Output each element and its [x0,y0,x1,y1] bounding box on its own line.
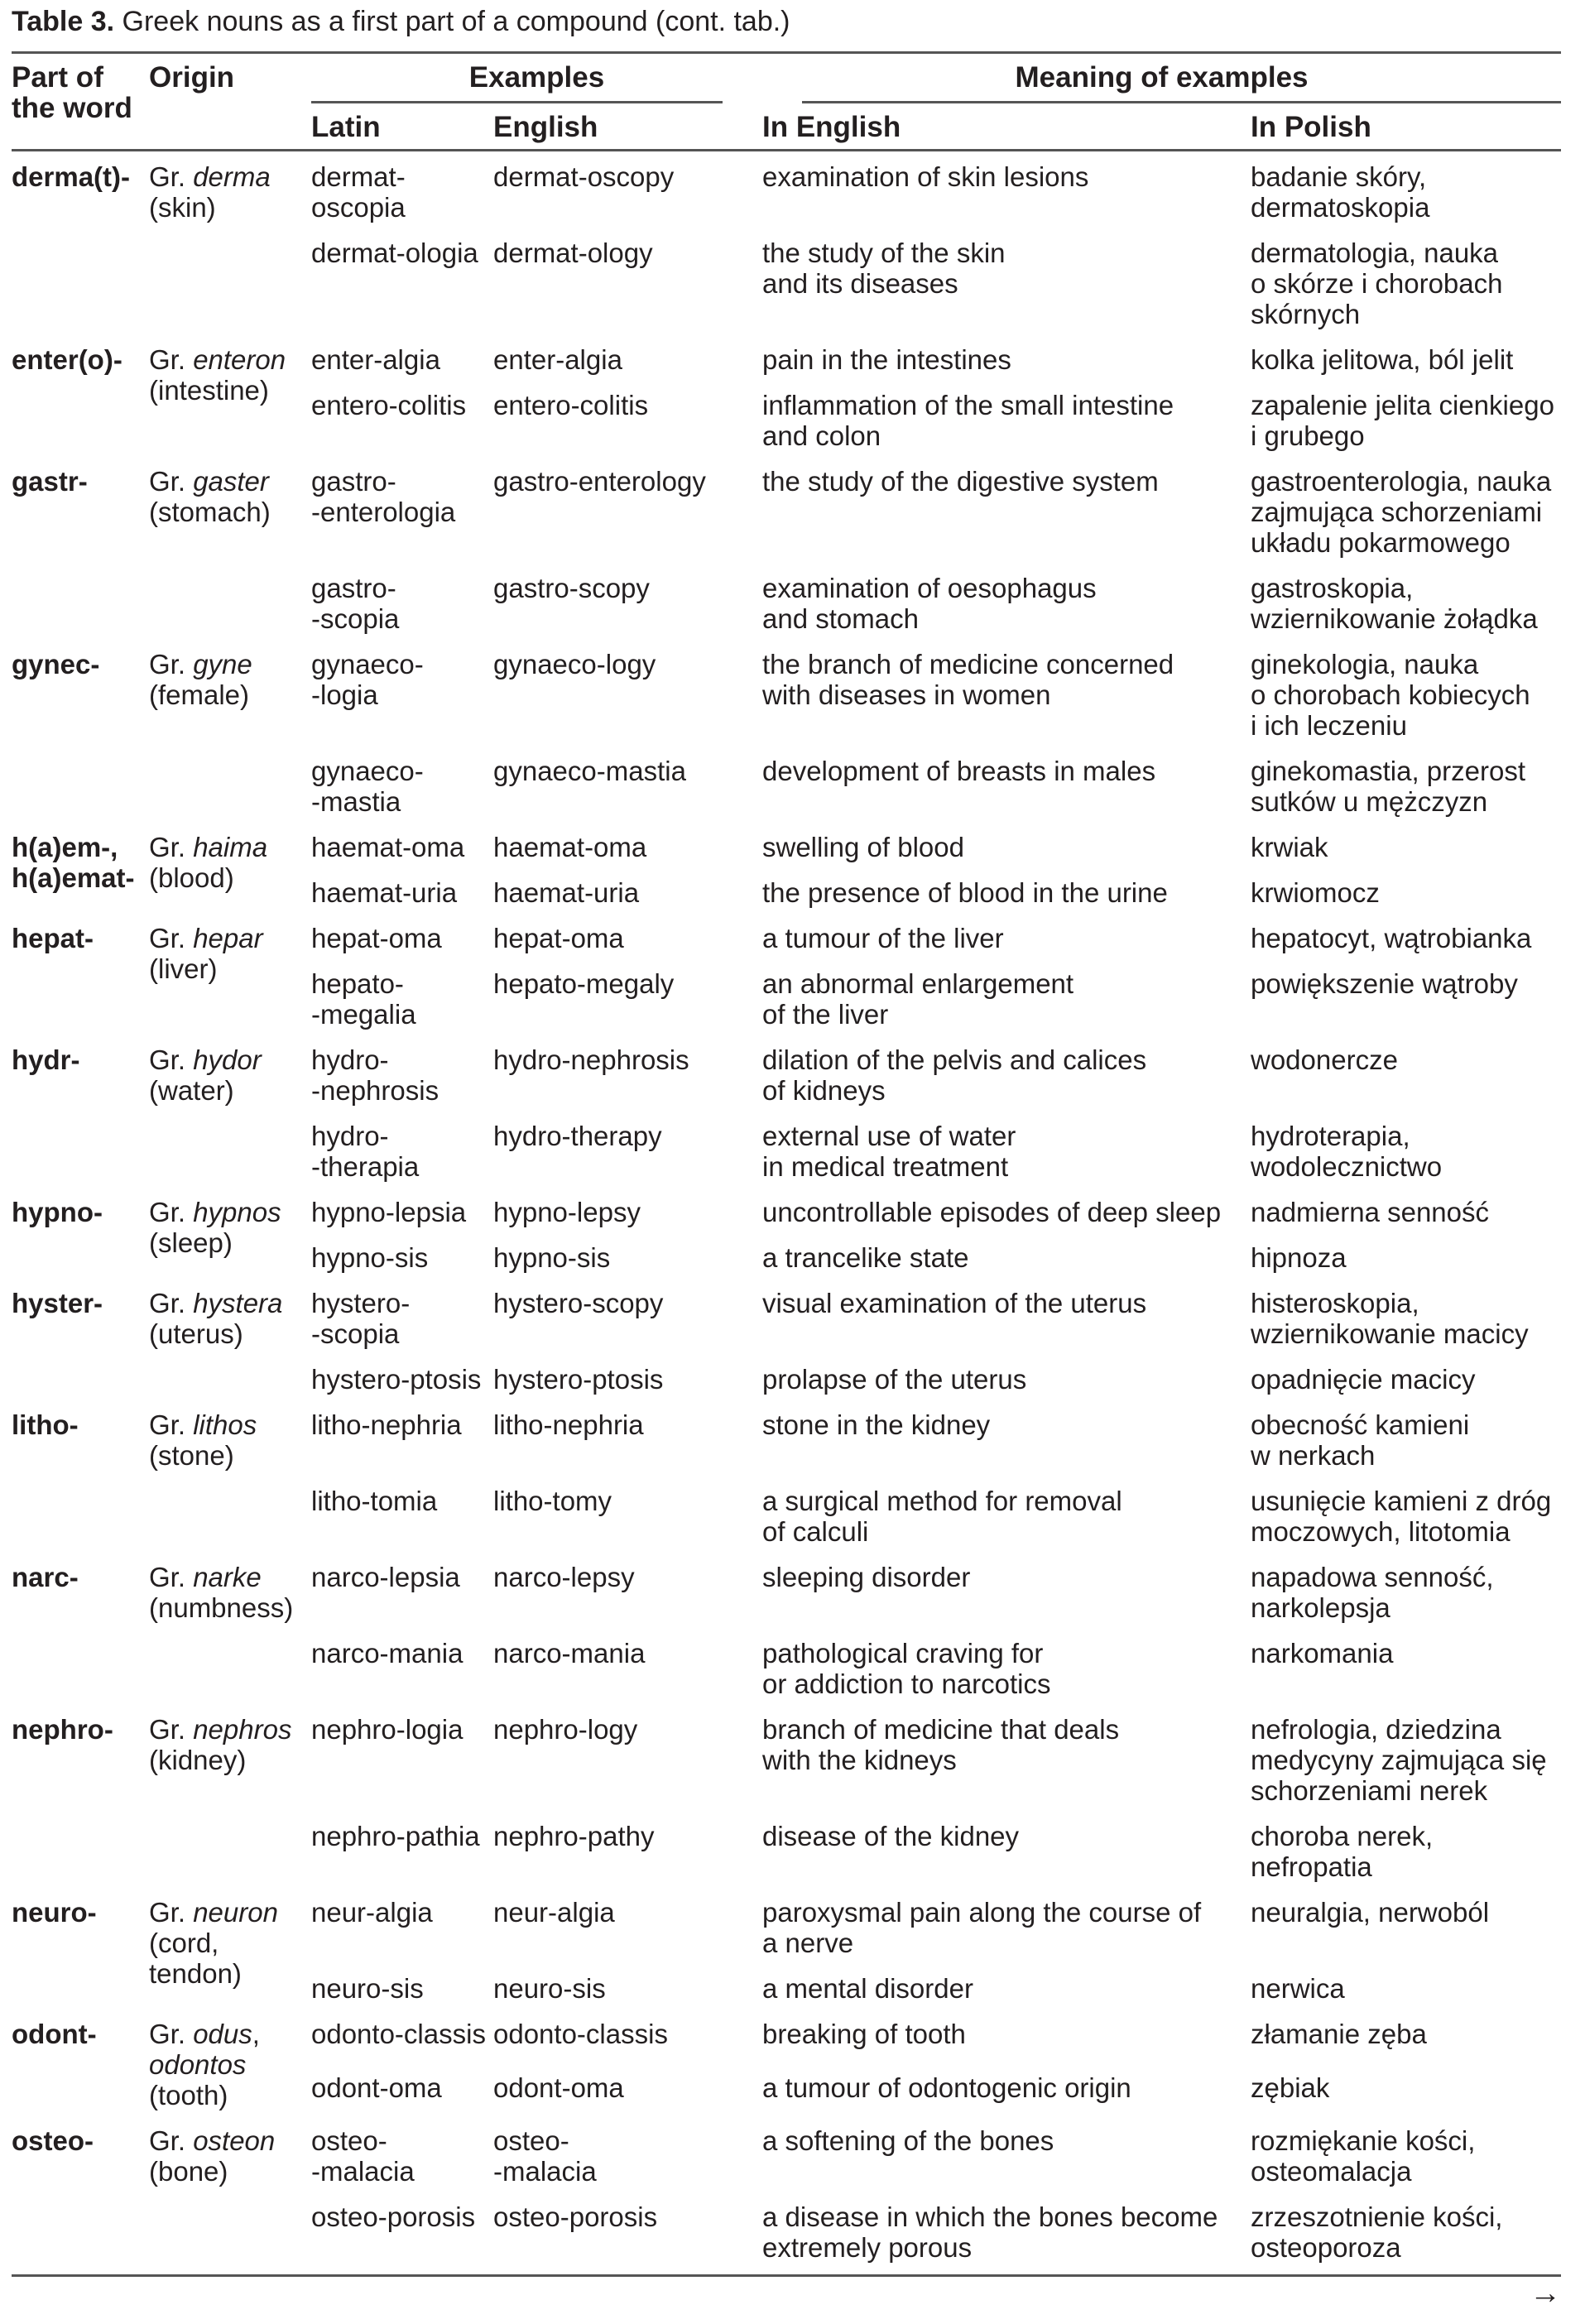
latin-example-cell: hepat-oma [311,923,442,953]
origin-greek-word: haima [193,832,268,862]
header-examples: Examples [311,54,762,103]
meaning-english-cell: swelling of blood [762,832,964,862]
latin-example-cell: haemat-uria [311,877,458,908]
origin-text: (stomach) [149,497,271,527]
latin-example-cell: entero-colitis [311,390,467,420]
origin-greek-word: lithos [193,1409,257,1440]
meaning-polish-cell: złamanie zęba [1251,2019,1427,2049]
origin-text: (female) [149,679,250,710]
origin-cell [149,1403,311,1555]
origin-text: (numbness) [149,1592,294,1623]
latin-example-cell: neuro-sis [311,1973,424,2004]
english-example-cell: osteo- -malacia [493,2125,597,2187]
table-row [12,1707,1561,1814]
origin-text: (blood) [149,862,234,893]
latin-example-cell: hydro- -therapia [311,1121,420,1182]
origin-text: (skin) [149,192,216,223]
meaning-polish-cell: obecność kamieni w nerkach [1251,1409,1470,1471]
latin-example-cell: narco-mania [311,1638,463,1669]
english-example-cell: gynaeco-logy [493,649,656,679]
meaning-english-cell: examination of skin lesions [762,161,1089,192]
english-example-cell: narco-mania [493,1638,646,1669]
origin-text: Gr. [149,1714,194,1745]
origin-text: Gr. [149,2019,194,2049]
latin-example-cell: litho-tomia [311,1486,438,1516]
english-example-cell: gynaeco-mastia [493,756,686,786]
origin-greek-word: hystera [193,1288,283,1318]
header-origin: Origin [149,61,235,94]
english-example-cell: dermat-ology [493,238,653,268]
meaning-english-cell: dilation of the pelvis and calices of kidneys [762,1044,1147,1106]
english-example-cell: nephro-logy [493,1714,638,1745]
table-row [12,642,1561,749]
origin-cell [149,825,311,916]
part-of-word-cell: osteo- [12,2125,94,2156]
latin-example-cell: neur-algia [311,1897,433,1928]
origin-cell [149,1707,311,1890]
meaning-english-cell: a tumour of the liver [762,923,1004,953]
meaning-polish-cell: zrzeszotnienie kości, osteoporoza [1251,2202,1503,2263]
latin-example-cell: gynaeco- -logia [311,649,424,710]
part-of-word-cell: neuro- [12,1897,97,1928]
origin-text: Gr. [149,1197,194,1227]
origin-text: Gr. [149,466,194,497]
meaning-english-cell: paroxysmal pain along the course of a nerve [762,1897,1202,1958]
english-example-cell: litho-nephria [493,1409,644,1440]
english-example-cell: entero-colitis [493,390,649,420]
latin-example-cell: narco-lepsia [311,1562,460,1592]
meaning-english-cell: examination of oesophagus and stomach [762,573,1097,634]
origin-cell [149,1555,311,1707]
english-example-cell: gastro-scopy [493,573,650,603]
meaning-polish-cell: zapalenie jelita cienkiego i grubego [1251,390,1554,451]
origin-text: Gr. [149,344,194,375]
table-row [12,1403,1561,1479]
latin-example-cell: gynaeco- -mastia [311,756,424,817]
latin-example-cell: hepato- -megalia [311,968,416,1030]
english-example-cell: neuro-sis [493,1973,606,2004]
meaning-english-cell: a tumour of odontogenic origin [762,2072,1131,2103]
part-of-word-cell: hypno- [12,1197,103,1227]
meaning-polish-cell: usunięcie kamieni z dróg moczowych, litotomia [1251,1486,1552,1547]
meaning-english-cell: branch of medicine that deals with the kidneys [762,1714,1120,1775]
meaning-english-cell: disease of the kidney [762,1821,1020,1851]
meaning-polish-cell: krwiomocz [1251,877,1380,908]
meaning-english-cell: inflammation of the small intestine and colon [762,390,1174,451]
latin-example-cell: osteo-porosis [311,2202,476,2232]
meaning-polish-cell: dermatologia, nauka o skórze i chorobach skórnych [1251,238,1503,329]
meaning-english-cell: the study of the skin and its diseases [762,238,1006,299]
english-example-cell: hypno-lepsy [493,1197,641,1227]
origin-cell [149,1890,311,2012]
origin-cell [149,459,311,642]
meaning-polish-cell: opadnięcie macicy [1251,1364,1476,1395]
origin-greek-word: enteron [193,344,286,375]
origin-text: (cord, tendon) [149,1928,242,1989]
meaning-polish-cell: histeroskopia, wziernikowanie macicy [1251,1288,1529,1349]
meaning-english-cell: a softening of the bones [762,2125,1054,2156]
origin-text: Gr. [149,2125,194,2156]
origin-text: Gr. [149,1044,194,1075]
meaning-polish-cell: nefrologia, dziedzina medycyny zajmująca się schorzeniami nerek [1251,1714,1547,1806]
latin-example-cell: hypno-sis [311,1242,429,1273]
origin-cell [149,1190,311,1281]
meaning-polish-cell: ginekologia, nauka o chorobach kobiecych i ich leczeniu [1251,649,1530,741]
latin-example-cell: hystero- -scopia [311,1288,411,1349]
origin-text: (intestine) [149,375,269,406]
english-example-cell: nephro-pathy [493,1821,655,1851]
table-header [12,54,1561,151]
meaning-polish-cell: gastroskopia, wziernikowanie żołądka [1251,573,1538,634]
meaning-english-cell: the presence of blood in the urine [762,877,1168,908]
origin-greek-word: gyne [193,649,252,679]
meaning-polish-cell: narkomania [1251,1638,1394,1669]
meaning-english-cell: the branch of medicine concerned with diseases in women [762,649,1174,710]
english-example-cell: dermat-oscopy [493,161,675,192]
table-row [12,1038,1561,1114]
meaning-english-cell: a disease in which the bones become extremely porous [762,2202,1218,2263]
origin-greek-word: odus [193,2019,252,2049]
meaning-english-cell: visual examination of the uterus [762,1288,1147,1318]
origin-greek-word: neuron [193,1897,278,1928]
part-of-word-cell: nephro- [12,1714,113,1745]
meaning-polish-cell: hydroterapia, wodolecznictwo [1251,1121,1443,1182]
part-of-word-cell: litho- [12,1409,79,1440]
english-example-cell: neur-algia [493,1897,615,1928]
meaning-polish-cell: wodonercze [1251,1044,1398,1075]
meaning-polish-cell: hepatocyt, wątrobianka [1251,923,1532,953]
origin-greek-word: hepar [193,923,263,953]
origin-cell [149,1281,311,1403]
origin-greek-word: hydor [193,1044,262,1075]
english-example-cell: haemat-oma [493,832,647,862]
english-example-cell: haemat-uria [493,877,640,908]
latin-example-cell: hystero-ptosis [311,1364,482,1395]
meaning-polish-cell: badanie skóry, dermatoskopia [1251,161,1430,223]
table-row [12,459,1561,566]
latin-example-cell: dermat- oscopia [311,161,406,223]
meaning-polish-cell: kolka jelitowa, ból jelit [1251,344,1514,375]
part-of-word-cell: hepat- [12,923,94,953]
meaning-polish-cell: napadowa senność, narkolepsja [1251,1562,1494,1623]
origin-greek-word: narke [193,1562,262,1592]
meaning-english-cell: development of breasts in males [762,756,1156,786]
origin-text: Gr. [149,1409,194,1440]
header-meaning-of-examples: Meaning of examples [762,54,1561,103]
origin-cell [149,642,311,825]
meaning-english-cell: stone in the kidney [762,1409,991,1440]
latin-example-cell: nephro-logia [311,1714,463,1745]
origin-cell [149,2012,311,2119]
table-row [12,2119,1561,2195]
origin-text: (kidney) [149,1745,247,1775]
header-in-polish: In Polish [1251,111,1371,143]
english-example-cell: enter-algia [493,344,622,375]
part-of-word-cell: hyster- [12,1288,103,1318]
table-row [12,825,1561,871]
table-row [12,2012,1561,2066]
origin-text: (sleep) [149,1227,233,1258]
origin-greek-word: osteon [193,2125,276,2156]
origin-greek-word: nephros [193,1714,292,1745]
table-row [12,1555,1561,1631]
header-latin: Latin [311,111,381,143]
part-of-word-cell: gynec- [12,649,100,679]
origin-text: Gr. [149,1897,194,1928]
meaning-polish-cell: zębiak [1251,2072,1330,2103]
origin-text: (bone) [149,2156,228,2187]
meaning-english-cell: sleeping disorder [762,1562,971,1592]
latin-example-cell: haemat-oma [311,832,465,862]
table-row [12,916,1561,962]
meaning-english-cell: pain in the intestines [762,344,1011,375]
table-caption-label: Table 3. [12,6,115,37]
latin-example-cell: odonto-classis [311,2019,486,2049]
origin-cell [149,1038,311,1190]
origin-cell [149,151,311,338]
latin-example-cell: hydro- -nephrosis [311,1044,439,1106]
part-of-word-cell: narc- [12,1562,79,1592]
origin-text: Gr. [149,923,194,953]
meaning-polish-cell: neuralgia, nerwoból [1251,1897,1490,1928]
latin-example-cell: litho-nephria [311,1409,462,1440]
part-of-word-cell: hydr- [12,1044,80,1075]
origin-text: Gr. [149,832,194,862]
english-example-cell: odont-oma [493,2072,624,2103]
meaning-polish-cell: hipnoza [1251,1242,1347,1273]
part-of-word-cell: odont- [12,2019,97,2049]
latin-example-cell: enter-algia [311,344,440,375]
meaning-polish-cell: nadmierna senność [1251,1197,1490,1227]
meaning-polish-cell: rozmiękanie kości, osteomalacja [1251,2125,1476,2187]
meaning-english-cell: a mental disorder [762,1973,973,2004]
latin-example-cell: hypno-lepsia [311,1197,467,1227]
english-example-cell: osteo-porosis [493,2202,658,2232]
meaning-polish-cell: nerwica [1251,1973,1345,2004]
table-row [12,1281,1561,1357]
table-row [12,1890,1561,1966]
origin-text: Gr. [149,1562,194,1592]
table-row [12,338,1561,383]
origin-text: , [252,2019,260,2049]
meaning-english-cell: external use of water in medical treatment [762,1121,1016,1182]
latin-example-cell: gastro- -enterologia [311,466,456,527]
meaning-polish-cell: choroba nerek, nefropatia [1251,1821,1434,1882]
origin-cell [149,916,311,1038]
english-example-cell: litho-tomy [493,1486,612,1516]
part-of-word-cell: derma(t)- [12,161,131,192]
origin-text: Gr. [149,649,194,679]
origin-greek-word: hypnos [193,1197,281,1227]
english-example-cell: hepat-oma [493,923,624,953]
origin-cell [149,2119,311,2271]
meaning-english-cell: uncontrollable episodes of deep sleep [762,1197,1222,1227]
latin-example-cell: odont-oma [311,2072,442,2103]
origin-text: (water) [149,1075,234,1106]
english-example-cell: odonto-classis [493,2019,668,2049]
english-example-cell: gastro-enterology [493,466,706,497]
header-in-english: In English [762,111,901,143]
latin-example-cell: gastro- -scopia [311,573,400,634]
meaning-english-cell: an abnormal enlargement of the liver [762,968,1074,1030]
part-of-word-cell: h(a)em-, h(a)emat- [12,832,135,893]
meaning-english-cell: breaking of tooth [762,2019,966,2049]
right-arrow-icon: → [1530,2276,1561,2311]
table-row [12,151,1561,231]
english-example-cell: hydro-nephrosis [493,1044,689,1075]
english-example-cell: hydro-therapy [493,1121,662,1151]
english-example-cell: narco-lepsy [493,1562,635,1592]
origin-text: (stone) [149,1440,234,1471]
meaning-english-cell: the study of the digestive system [762,466,1159,497]
latin-example-cell: osteo- -malacia [311,2125,415,2187]
meaning-english-cell: prolapse of the uterus [762,1364,1027,1395]
table-caption [12,0,1561,51]
table-body [12,151,1561,2271]
origin-cell [149,338,311,459]
meaning-polish-cell: powiększenie wątroby [1251,968,1518,999]
english-example-cell: hystero-scopy [493,1288,664,1318]
part-of-word-cell: enter(o)- [12,344,122,375]
latin-example-cell: nephro-pathia [311,1821,480,1851]
meaning-english-cell: a surgical method for removal of calculi [762,1486,1122,1547]
compound-table [12,54,1561,2271]
meaning-polish-cell: ginekomastia, przerost sutków u mężczyzn [1251,756,1525,817]
meaning-polish-cell: krwiak [1251,832,1328,862]
part-of-word-cell: gastr- [12,466,88,497]
english-example-cell: hystero-ptosis [493,1364,664,1395]
origin-text: Gr. [149,161,194,192]
english-example-cell: hepato-megaly [493,968,675,999]
origin-greek-word: gaster [193,466,269,497]
header-part-of-word: Part of the word [12,61,132,124]
meaning-english-cell: pathological craving for or addiction to narcotics [762,1638,1051,1699]
origin-text: (uterus) [149,1318,243,1349]
origin-text: (liver) [149,953,218,984]
english-example-cell: hypno-sis [493,1242,611,1273]
document-page [12,0,1561,2318]
header-english: English [493,111,598,143]
origin-text: Gr. [149,1288,194,1318]
origin-text: (tooth) [149,2080,228,2110]
origin-greek-word: derma [193,161,271,192]
origin-greek-word: odontos [149,2049,247,2080]
latin-example-cell: dermat-ologia [311,238,478,268]
meaning-polish-cell: gastroenterologia, nauka zajmująca schorzeniami układu pokarmowego [1251,466,1552,558]
table-row [12,1190,1561,1236]
meaning-english-cell: a trancelike state [762,1242,969,1273]
table-caption-text: Greek nouns as a first part of a compound (cont. tab.) [114,6,790,37]
